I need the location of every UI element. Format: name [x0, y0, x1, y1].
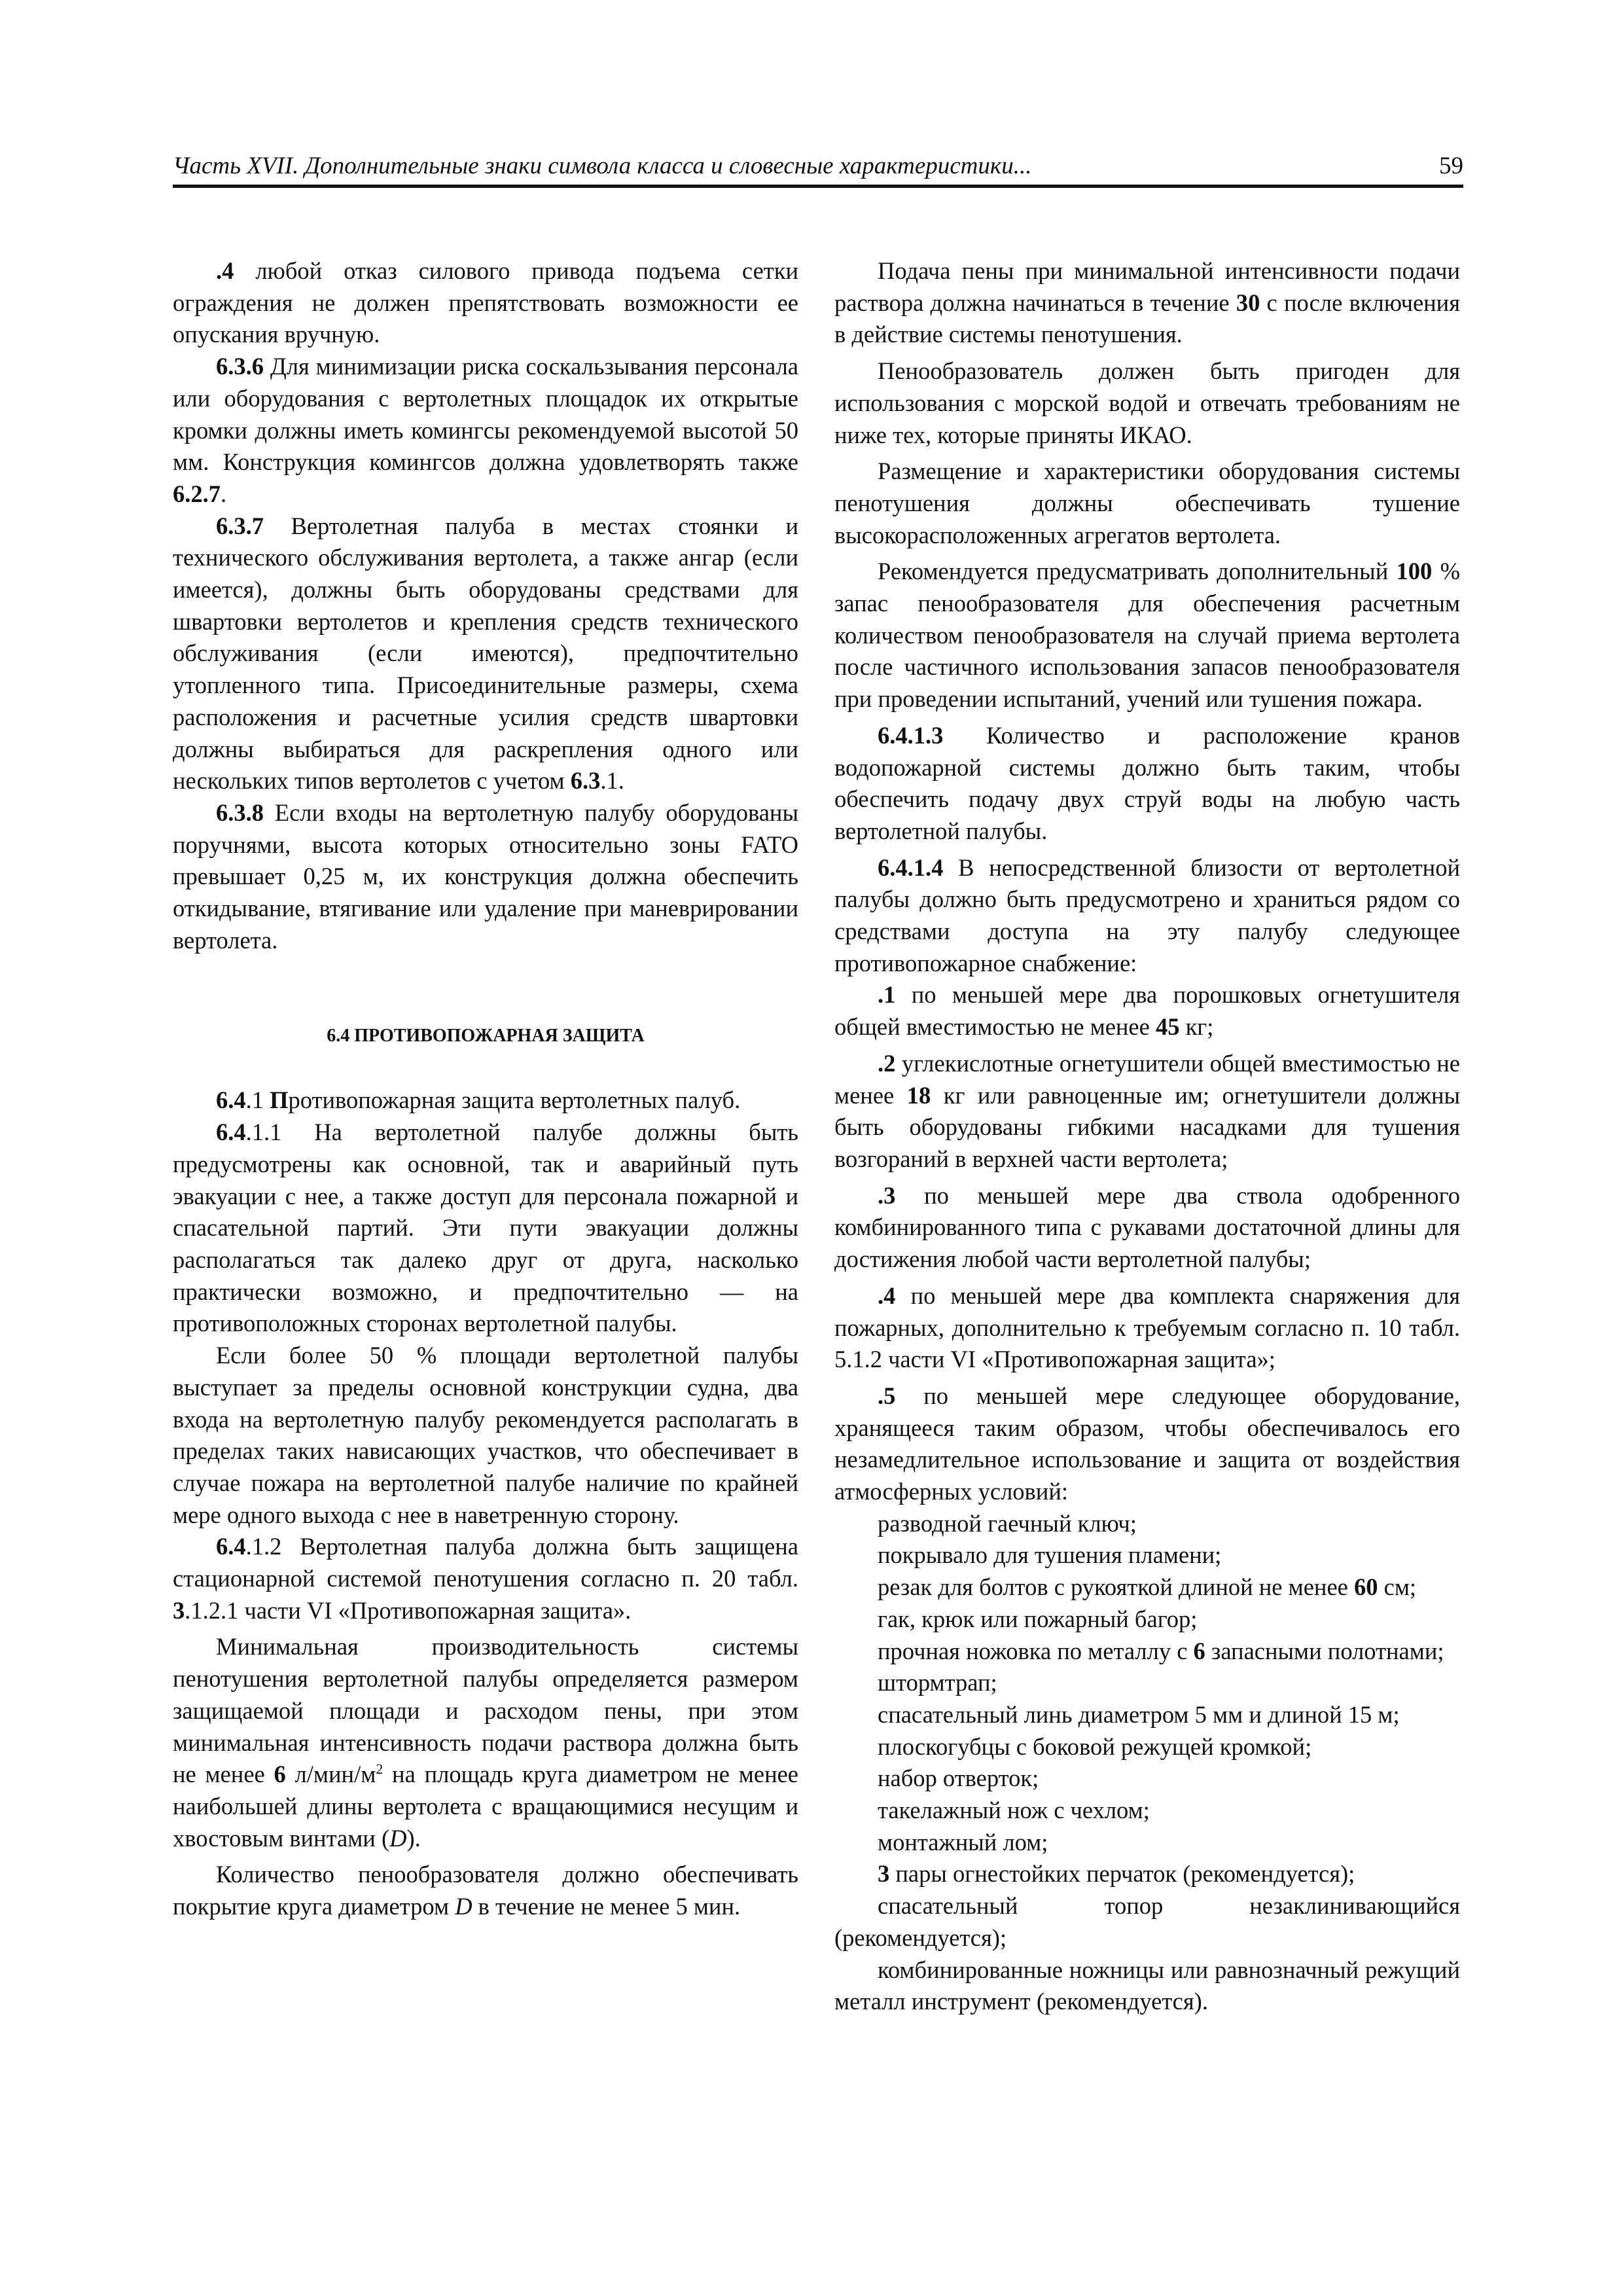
paragraph-6-4-1-3: 6.4.1.3 Количество и расположение кранов водопожарной системы должно быть таким, чтобы обеспечить подачу двух струй воды на любую часть вертолетной палубы. [834, 721, 1460, 844]
equipment-item: прочная ножовка по металлу с 6 запасными полотнами; [878, 1637, 1444, 1664]
paragraph-6-3-8: 6.3.8 Если входы на вертолетную палубу оборудованы поручнями, высота которых относительно зоны FATO превышает 0,25 м, их конструкция должна обеспечить откидывание, втягивание или удаление при маневрировании вертолета. [173, 798, 798, 954]
paragraph-foam-capacity: Минимальная производительность системы пенотушения вертолетной палубы определяется размером защищаемой площади и расходом пены, при этом минимальная интенсивность подачи раствора должна быть не менее 6 $л/мин/м^2$ на площадь круга диаметром не менее наибольшей длины вертолета с вращающимися несущим и хвостовым винтами (D). [173, 1633, 799, 1852]
paragraph-foam-seawater: Пенообразователь должен быть пригоден для использования с морской водой и отвечать требованиям не ниже тех, которые приняты ИКАО. [834, 357, 1460, 448]
clause-number: 6.3.7 [216, 512, 264, 539]
clause-number: 6.3.6 [216, 353, 264, 380]
paragraph-overhang-entrances: Если более 50 % площади вертолетной палубы выступает за пределы основной конструкции судна, два входа на вертолетную палубу рекомендуется располагать в пределах таких нависающих участков, что обеспечивает в случае пожара на вертолетной палубе наличие по крайней мере одного выхода с нее в наветренную сторону. [173, 1342, 798, 1528]
clause-number: 6.4 [216, 1086, 246, 1114]
clause-number: 6.4 [216, 1119, 246, 1146]
paragraph-6-3-6: 6.3.6 Для минимизации риска соскальзывания персонала или оборудования с вертолетных площадок их открытые кромки должны иметь комингсы рекомендуемой высотой 50 мм. Конструкция комингсов должна удовлетворять также 6.2.7. [173, 353, 798, 507]
equipment-item: спасательный топор незаклинивающийся (рекомендуется); [834, 1892, 1460, 1951]
clause-number: 6.4.1.4 [878, 853, 944, 881]
clause-number: 6.4.1.3 [878, 721, 944, 749]
list-item-1: .1 по меньшей мере два порошковых огнетушителя общей вместимостью не менее 45 кг; [834, 981, 1460, 1041]
header-rule [173, 185, 1463, 188]
equipment-item: плоскогубцы с боковой режущей кромкой; [878, 1732, 1312, 1760]
paragraph-6-4-1: 6.4.1 Противопожарная защита вертолетных палуб. [216, 1086, 741, 1114]
equipment-item: 3 пары огнестойких перчаток (рекомендуется); [878, 1860, 1355, 1888]
paragraph-6-4-1-2: 6.4.1.2 Вертолетная палуба должна быть защищена стационарной системой пенотушения согласно п. 20 табл. 3.1.2.1 части VI «Противопожарная защита». [173, 1533, 798, 1624]
running-title: Часть XVII. Дополнительные знаки символа класса и словесные характеристики... [173, 152, 1032, 179]
paragraph-6-4-1-4: 6.4.1.4 В непосредственной близости от вертолетной палубы должно быть предусмотрено и храниться рядом со средствами доступа на эту палубу следующее противопожарное снабжение: [834, 853, 1460, 977]
equipment-item: монтажный лом; [878, 1828, 1048, 1856]
paragraph-reserve-foam: Рекомендуется предусматривать дополнительный 100 % запас пенообразователя для обеспечения расчетным количеством пенообразователя на случай приема вертолета после частичного использования запасов пенообразователя при проведении испытаний, учений или тушения пожара. [834, 558, 1460, 713]
equipment-item: покрывало для тушения пламени; [878, 1541, 1222, 1569]
paragraph-foam-delivery: Подача пены при минимальной интенсивности подачи раствора должна начинаться в течение 30 с после включения в действие системы пенотушения. [834, 257, 1460, 348]
paragraph-6-3-7: 6.3.7 Вертолетная палуба в местах стоянки и технического обслуживания вертолета, а также ангар (если имеется), должны быть оборудованы средствами для швартовки вертолетов и крепления средств технического обслуживания (если имеются), предпочтительно утопленного типа. Присоединительные размеры, схема расположения и расчетные усилия средств швартовки должны выбираться для раскрепления одного или нескольких типов вертолетов с учетом 6.3.1. [173, 512, 798, 795]
paragraph-4-hoist-failure: .4 любой отказ силового привода подъема сетки ограждения не должен препятствовать возможности ее опускания вручную. [173, 257, 798, 348]
clause-number: 6.4 [216, 1533, 246, 1560]
equipment-item: гак, крюк или пожарный багор; [878, 1605, 1198, 1632]
list-item-2: .2 углекислотные огнетушители общей вместимостью не менее 18 кг или равноценные им; огнетушители должны быть оборудованы гибкими насадками для тушения возгораний в верхней части вертолета; [834, 1049, 1460, 1172]
equipment-item: набор отверток; [878, 1765, 1039, 1792]
page-header [173, 149, 1463, 183]
list-item-5: .5 по меньшей мере следующее оборудование, хранящееся таким образом, чтобы обеспечивалось его незамедлительное использование и защита от воздействия атмосферных условий: [834, 1382, 1460, 1505]
equipment-item: разводной гаечный ключ; [878, 1509, 1137, 1537]
clause-number: 6.3.8 [216, 798, 264, 826]
section-heading: 6.4 ПРОТИВОПОЖАРНАЯ ЗАЩИТА [327, 1026, 645, 1047]
paragraph-6-4-1-1: 6.4.1.1 На вертолетной палубе должны быть предусмотрены как основной, так и аварийный путь эвакуации с нее, а также доступ для персонала пожарной и спасательной партий. Эти пути эвакуации должны располагаться так далеко друг от друга, насколько практически возможно, и предпочтительно — на противоположных сторонах вертолетной палубы. [173, 1119, 798, 1337]
paragraph-foam-quantity: Количество пенообразователя должно обеспечивать покрытие круга диаметром D в течение не менее 5 мин. [173, 1861, 798, 1920]
equipment-item: комбинированные ножницы или равнозначный режущий металл инструмент (рекомендуется). [834, 1956, 1460, 2015]
equipment-item: спасательный линь диаметром 5 мм и длиной 15 м; [878, 1700, 1400, 1728]
page-number: 59 [1439, 152, 1463, 179]
list-item-4: .4 по меньшей мере два комплекта снаряжения для пожарных, дополнительно к требуемым согласно п. 10 табл. 5.1.2 части VI «Противопожарная защита»; [834, 1282, 1460, 1373]
paragraph-equipment-placement: Размещение и характеристики оборудования системы пенотушения должны обеспечивать тушение высокорасположенных агрегатов вертолета. [834, 457, 1460, 548]
list-item-3: .3 по меньшей мере два ствола одобренного комбинированного типа с рукавами достаточной длины для достижения любой части вертолетной палубы; [834, 1181, 1460, 1273]
equipment-item: резак для болтов с рукояткой длиной не менее 60 см; [878, 1573, 1417, 1601]
left-column [173, 255, 798, 1923]
equipment-item: такелажный нож с чехлом; [878, 1797, 1150, 1824]
right-column [834, 255, 1460, 2018]
equipment-item: штормтрап; [878, 1669, 997, 1696]
